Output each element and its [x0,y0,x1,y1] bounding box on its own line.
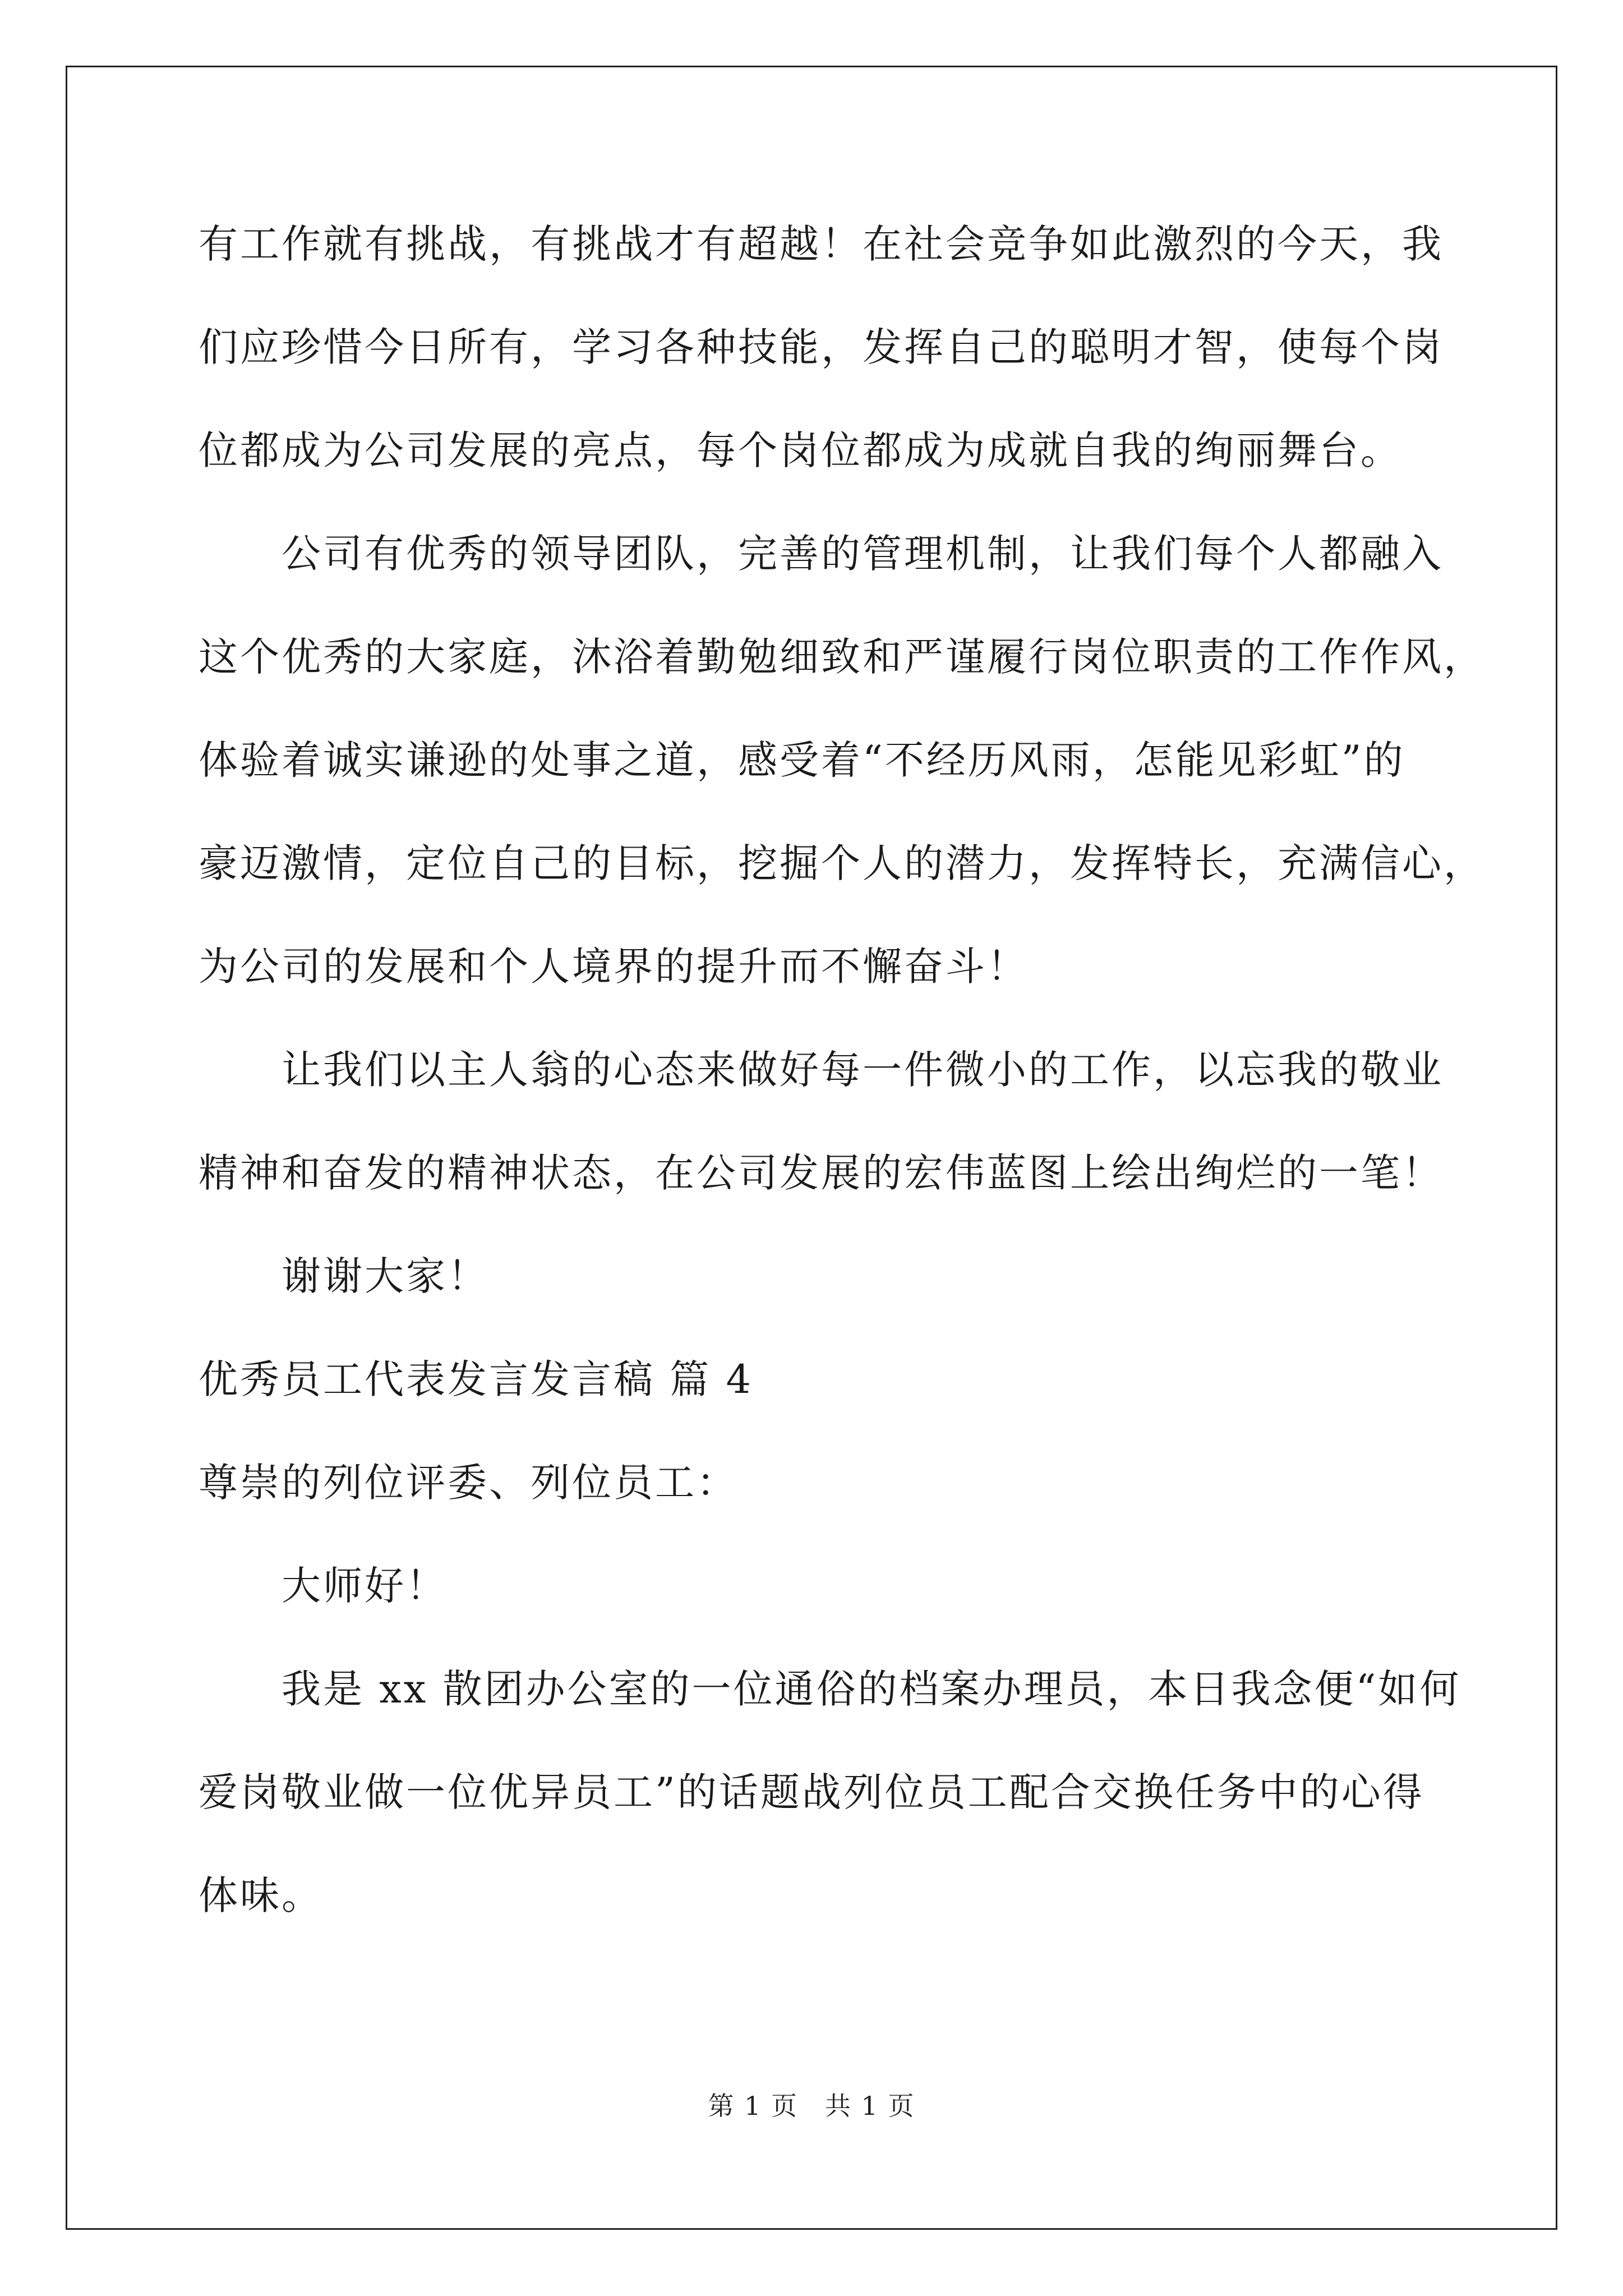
text-line: 位都成为公司发展的亮点，每个岗位都成为成就自我的绚丽舞台。 [199,427,1402,473]
text-line: 精神和奋发的精神状态，在公司发展的宏伟蓝图上绘出绚烂的一笔！ [199,1150,1444,1196]
text-line: 让我们以主人翁的心态来做好每一件微小的工作，以忘我的敬业 [282,1047,1444,1093]
text-line: 体验着诚实谦逊的处事之道，感受着“不经历风雨，怎能见彩虹”的 [199,737,1405,783]
paragraph [199,1042,1472,1201]
closing-line: 谢谢大家！ [282,1253,489,1299]
paragraph [199,526,1485,995]
salutation [199,1455,1472,1511]
text-line: 为公司的发展和个人境界的提升而不懈奋斗！ [199,944,1029,990]
text-line: 有工作就有挑战，有挑战才有超越！在社会竞争如此激烈的今天，我 [199,221,1444,267]
text-line: 们应珍惜今日所有，学习各种技能，发挥自己的聪明才智，使每个岗 [199,324,1444,370]
text-line: 爱岗敬业做一位优异员工”的话题战列位员工配合交换任务中的心得 [199,1769,1424,1815]
paragraph [199,1248,1472,1304]
text-line: 我是 xx 散团办公室的一位通俗的档案办理员，本日我念便“如何 [282,1666,1461,1712]
text-line: 体味。 [199,1872,323,1918]
document-body [199,216,1485,1924]
paragraph [199,1661,1472,1924]
text-line: 公司有优秀的领导团队，完善的管理机制，让我们每个人都融入 [282,531,1444,577]
text-line: 这个优秀的大家庭，沐浴着勤勉细致和严谨履行岗位职责的工作作风， [199,634,1485,680]
page-number-footer: 第 1 页 共 1 页 [708,2091,915,2121]
heading-text: 优秀员工代表发言发言稿 篇 4 [199,1356,754,1402]
text-line: 豪迈激情，定位自己的目标，挖掘个人的潜力，发挥特长，充满信心， [199,840,1485,886]
paragraph [199,216,1472,478]
salutation-text: 尊崇的列位评委、列位员工： [199,1460,738,1506]
greeting-line: 大师好！ [282,1563,448,1609]
section-heading [199,1351,1472,1407]
paragraph [199,1558,1472,1614]
